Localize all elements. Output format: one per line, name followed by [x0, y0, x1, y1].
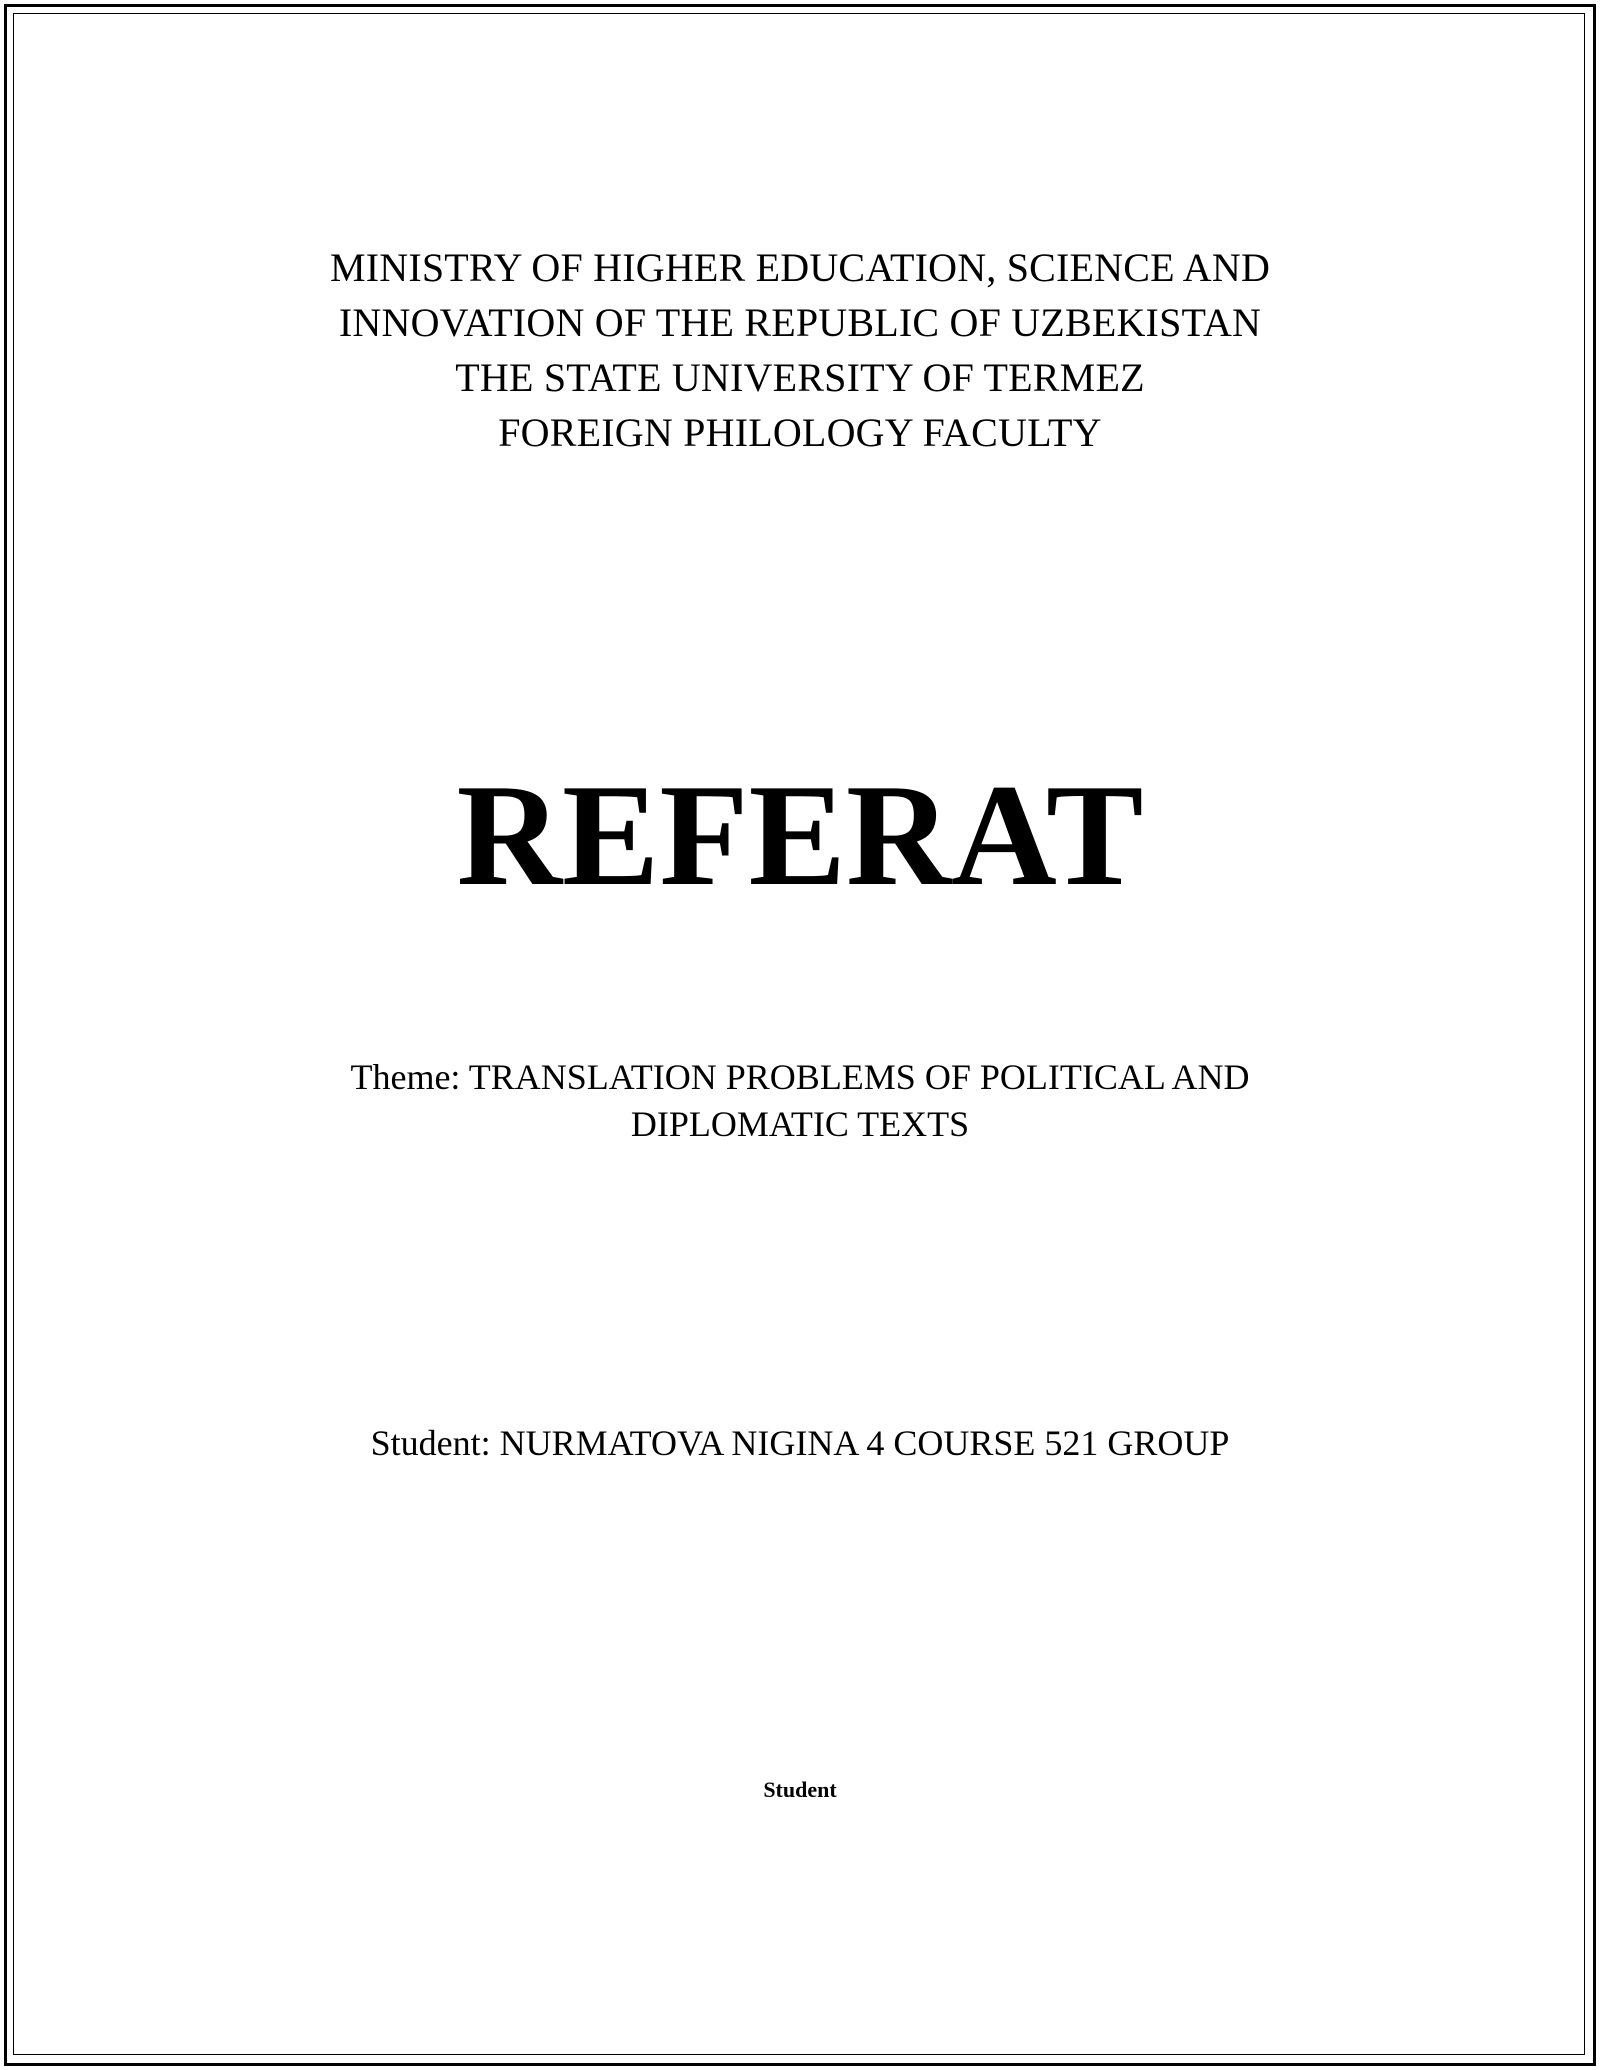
institution-header	[0, 240, 1600, 460]
header-line-faculty: FOREIGN PHILOLOGY FACULTY	[498, 410, 1102, 455]
theme-line-2: DIPLOMATIC TEXTS	[630, 1104, 970, 1144]
student-footer-label: Student	[763, 1777, 837, 1802]
theme-block	[0, 1054, 1600, 1148]
header-line-republic: INNOVATION OF THE REPUBLIC OF UZBEKISTAN	[338, 300, 1262, 345]
theme-line-1: Theme: TRANSLATION PROBLEMS OF POLITICAL AND	[350, 1057, 1250, 1097]
header-line-university: THE STATE UNIVERSITY OF TERMEZ	[455, 355, 1145, 400]
document-title: REFERAT	[456, 754, 1144, 916]
header-line-ministry: MINISTRY OF HIGHER EDUCATION, SCIENCE AND	[329, 245, 1271, 290]
student-info: Student: NURMATOVA NIGINA 4 COURSE 521 GROUP	[370, 1423, 1230, 1463]
